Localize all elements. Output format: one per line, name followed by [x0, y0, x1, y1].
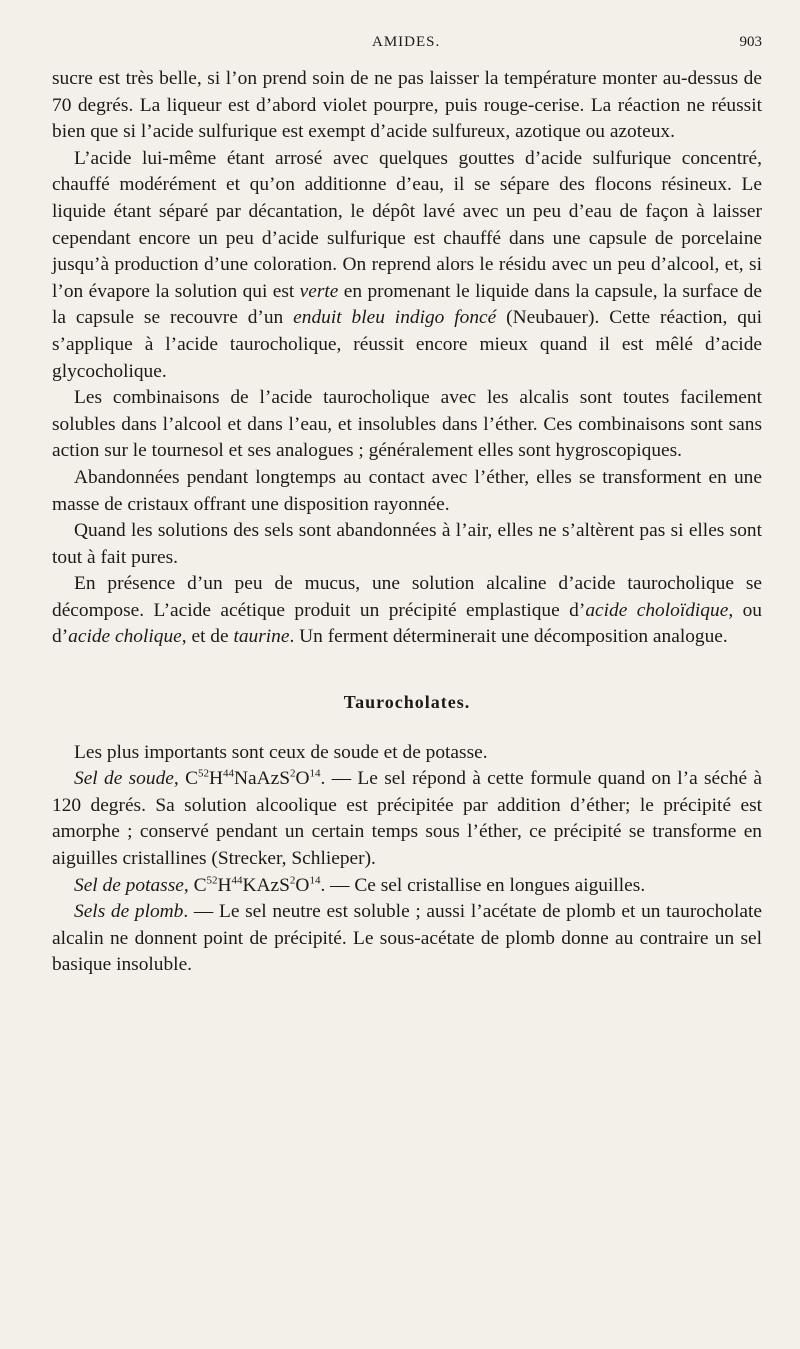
section-intro-text: Les plus importants sont ceux de soude et de potasse.	[74, 741, 488, 763]
running-title: AMIDES.	[372, 34, 441, 50]
paragraph-3-text: Les combinaisons de l’acide taurocholique avec les alcalis sont toutes facilement solubles dans l’alcool et dans l’eau, et insolubles dans l’éther. Ces combinaisons sont sans action sur le tournesol et ses analogues ; généralement elles sont hygroscopiques.	[52, 387, 762, 462]
paragraph-4	[52, 465, 762, 518]
paragraph-5-text: Quand les solutions des sels sont abandonnées à l’air, elles ne s’altèrent pas si elles sont tout à fait pures.	[52, 520, 762, 568]
paragraph-4-text: Abandonnées pendant longtemps au contact avec l’éther, elles se transforment en une masse de cristaux offrant une disposition rayonnée.	[52, 466, 762, 515]
paragraph-5	[52, 518, 762, 571]
entry-sel-de-potasse: Sel de potasse, $C^{52}H^{44}KAzS^2O^{14}$. — Ce sel cristallise en longues aiguilles.	[74, 874, 646, 896]
paragraph-3	[52, 385, 762, 465]
entry-label-plomb: Sels de plomb	[74, 901, 184, 923]
entry-label-soude: Sel de soude	[74, 768, 174, 790]
section-intro	[52, 740, 762, 767]
paragraph-6-part-2: , ou d’	[52, 599, 762, 648]
paragraph-6-part-3: , et de	[181, 626, 234, 648]
emphasis-acide-choloidique: acide choloïdique	[585, 599, 729, 621]
emphasis-verte: verte	[299, 280, 339, 302]
emphasis-acide-cholique: acide cholique	[68, 626, 182, 648]
emphasis-taurine: taurine	[233, 626, 290, 648]
paragraph-6-part-1: En présence d’un peu de mucus, une solution alcaline d’acide taurocholique se décompose. L’acide acétique produit un précipité emplastique d’	[52, 573, 762, 621]
entry-sels-de-plomb	[52, 899, 762, 979]
emphasis-enduit-bleu: enduit bleu indigo foncé	[293, 307, 497, 329]
page-number: 903	[739, 34, 762, 50]
running-header	[52, 34, 762, 58]
paragraph-1-text: sucre est très belle, si l’on prend soin de ne pas laisser la température monter au-dessus de 70 degrés. La liqueur est d’abord violet pourpre, puis rouge-cerise. La réaction ne réussit bien que si l’acide sulfurique est exempt d’acide sulfureux, azotique ou azoteux.	[52, 68, 762, 143]
formula-potasse: $C^{52}H^{44}KAzS^2O^{14}$	[193, 874, 321, 896]
entry-text-plomb: . — Le sel neutre est soluble ; aussi l’acétate de plomb et un taurocholate alcalin ne donnent point de précipité. Le sous-acétate de plomb donne au contraire un sel basique insoluble.	[52, 901, 762, 976]
section-heading: Taurocholates.	[343, 692, 471, 713]
paragraph-2	[52, 146, 762, 385]
paragraph-2-part-1: L’acide lui-même étant arrosé avec quelques gouttes d’acide sulfurique concentré, chauffé modérément et qu’on additionne d’eau, il se sépare des flocons résineux. Le liquide étant séparé par décantation, le dépôt lavé avec un peu d’eau de façon à laisser cependant encore un peu d’acide sulfurique est chauffé dans une capsule de porcelaine jusqu’à production d’une coloration. On reprend alors le résidu avec un peu d’alcool, et, si l’on évapore la solution qui est	[52, 147, 762, 302]
entry-sel-de-soude: Sel de soude, $C^{52}H^{44}NaAzS^2O^{14}$. — Le sel répond à cette formule quand on l’a séché à 120 degrés. Sa solution alcoolique est précipitée par addition d’éther; le précipité est amorphe ; conservé pendant un certain temps sous l’éther, ce précipité se transforme en aiguilles cristallines (Strecker, Schlieper).	[52, 767, 762, 870]
entry-label-potasse: Sel de potasse	[74, 874, 184, 896]
paragraph-6-part-4: . Un ferment déterminerait une décomposition analogue.	[289, 626, 728, 648]
formula-soude: $C^{52}H^{44}NaAzS^2O^{14}$	[185, 767, 321, 790]
paragraph-6	[52, 571, 762, 651]
paragraph-1	[52, 66, 762, 146]
body-text	[52, 66, 762, 979]
entry-text-potasse: . — Ce sel cristallise en longues aiguilles.	[320, 874, 646, 896]
paragraph-2-part-3: (Neubauer). Cette réaction, qui s’applique à l’acide taurocholique, réussit encore mieux quand il est mêlé d’acide glycocholique.	[52, 307, 762, 382]
entry-text-soude: . — Le sel répond à cette formule quand on l’a séché à 120 degrés. Sa solution alcoolique est précipitée par addition d’éther; le précipité est amorphe ; conservé pendant un certain temps sous l’éther, ce précipité se transforme en aiguilles cristallines (Strecker, Schlieper).	[52, 768, 762, 870]
paragraph-2-part-2: en promenant le liquide dans la capsule, la surface de la capsule se recouvre d’un	[52, 280, 762, 329]
